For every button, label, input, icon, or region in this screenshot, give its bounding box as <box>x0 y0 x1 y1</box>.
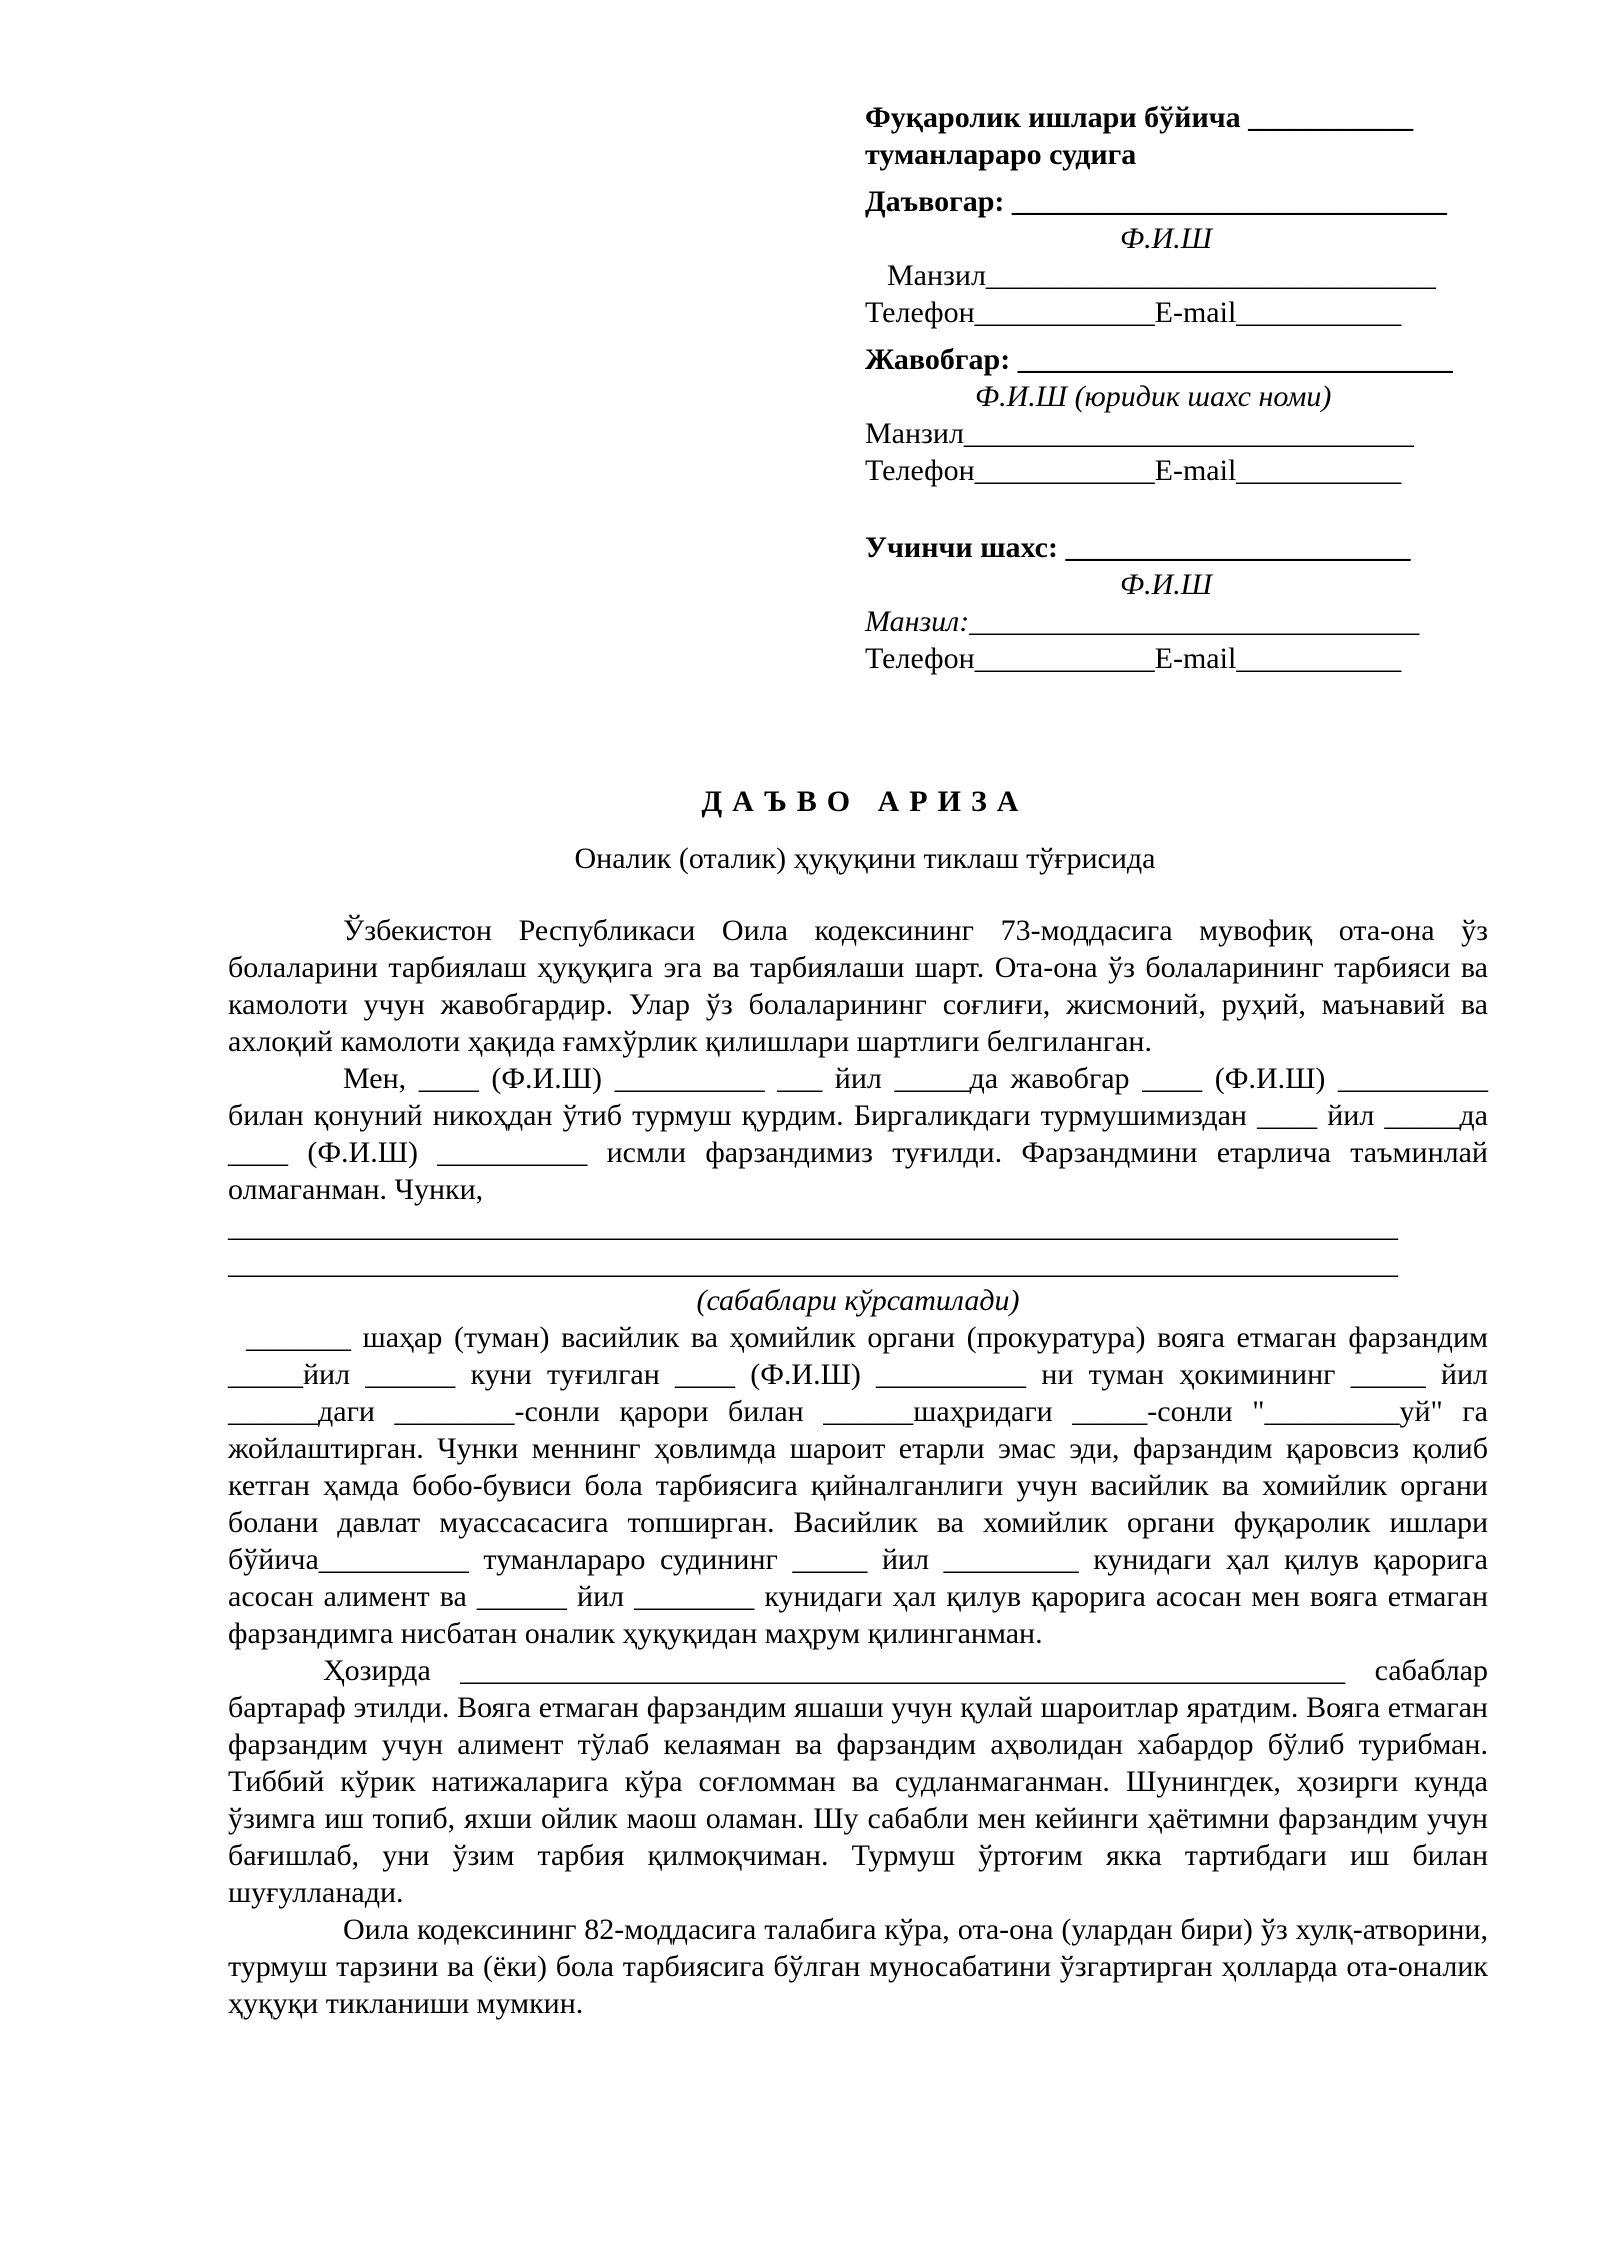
plaintiff-phone-text: Телефон____________E-mail___________ <box>865 296 1402 329</box>
defendant-label: Жавобгар: _____________________________ <box>865 343 1453 376</box>
defendant-address: Манзил______________________________ <box>865 417 1414 450</box>
document-subtitle: Оналик (оталик) ҳуқуқини тиклаш тўғрисида <box>574 842 1156 875</box>
document-title: ДАЪВО АРИЗА <box>701 785 1029 818</box>
plaintiff-address: Манзил______________________________ <box>887 259 1436 292</box>
plaintiff-phone <box>865 294 1485 331</box>
paragraph-3: _______ шаҳар (туман) васийлик ва ҳомийлик органи (прокуратура) вояга етмаган фарзандим _____йил ______ куни туғилган ____ (Ф.И.Ш) __________ ни туман ҳокимининг _____ йил ______даги ________-сонли қарори билан ______шаҳридаги _____-сонли "_________уй" га жойлаштирган. Чунки меннинг ҳовлимда шароит етарли эмас эди, фарзандим қаровсиз қолиб кетган ҳамда бобо-бувиси бола тарбиясига қийналганлиги учун васийлик ва хомийлик органи болани давлат муассасасига топширган. Васийлик ва хомийлик органи фуқаролик ишлари бўйича__________ туманлараро судининг _____ йил _________ кунидаги ҳал қилув қарорига асосан алимент ва ______ йил ________ кунидаги ҳал қилув қарорига асосан мен вояга етмаган фарзандимга нисбатан оналик ҳуқуқидан маҳрум қилинганман. <box>228 1321 1488 1650</box>
blank-line-1: ______________________________________________________________________________ <box>228 1210 1398 1243</box>
third-party-name-caption: Ф.И.Ш <box>1120 568 1213 601</box>
third-party-label: Учинчи шахс: _______________________ <box>865 531 1411 564</box>
court-line-1: Фуқаролик ишлари бўйича ___________ <box>865 101 1414 134</box>
document-body <box>228 912 1488 2022</box>
paragraph-1: Ўзбекистон Республикаси Оила кодексининг 73-моддасига мувофиқ ота-она ўз болаларини тарбиялаш ҳуқуқига эга ва тарбиялаши шарт. Ота-она ўз болаларининг тарбияси ва камолоти учун жавобгардир. Улар ўз болаларининг соғлиғи, жисмоний, руҳий, маънавий ва ахлоқий камолоти ҳақида ғамхўрлик қилишлари шартлиги белгиланган. <box>228 914 1488 1058</box>
third-party-phone: Телефон____________E-mail___________ <box>865 642 1402 675</box>
defendant-phone: Телефон____________E-mail___________ <box>865 454 1402 487</box>
plaintiff-name-caption: Ф.И.Ш <box>1120 222 1213 255</box>
paragraph-4: Ҳозирда ___________________________________________________________ сабаблар бартараф этилди. Вояга етмаган фарзандим яшаши учун қулай шароитлар яратдим. Вояга етмаган фарзандим учун алимент тўлаб келаяман ва фарзандим аҳволидан хабардор бўлиб турибман. Тиббий кўрик натижаларига кўра соғломман ва судланмаганман. Шунингдек, ҳозирги кунда ўзимга иш топиб, яхши ойлик маош оламан. Шу сабабли мен кейинги ҳаётимни фарзандим учун бағишлаб, уни ўзим тарбия қилмоқчиман. Турмуш ўртоғим якка тартибдаги иш билан шуғулланади. <box>228 1654 1488 1909</box>
paragraph-2: Мен, ____ (Ф.И.Ш) __________ ___ йил _____да жавобгар ____ (Ф.И.Ш) __________ билан қонуний никоҳдан ўтиб турмуш қурдим. Биргаликдаги турмушимиздан ____ йил _____да ____ (Ф.И.Ш) __________ исмли фарзандимиз туғилди. Фарзандмини етарлича таъминлай олмаганман. Чунки, <box>228 1062 1488 1206</box>
third-party-address: Манзил:______________________________ <box>865 605 1420 638</box>
court-line-2: туманлараро судига <box>865 138 1137 171</box>
plaintiff-label: Даъвогар: _____________________________ <box>865 185 1447 218</box>
defendant-name-caption: Ф.И.Ш (юридик шахс номи) <box>975 380 1332 413</box>
addressee-block <box>865 99 1485 677</box>
paragraph-5: Оила кодексининг 82-моддасига талабига кўра, ота-она (улардан бири) ўз хулқ-атворини, турмуш тарзини ва (ёки) бола тарбиясига бўлган муносабатини ўзгартирган ҳолларда ота-оналик ҳуқуқи тикланиши мумкин. <box>228 1913 1488 2020</box>
blank-line-2: ______________________________________________________________________________ <box>228 1247 1398 1280</box>
reasons-note: (сабаблари кўрсатилади) <box>696 1284 1020 1317</box>
